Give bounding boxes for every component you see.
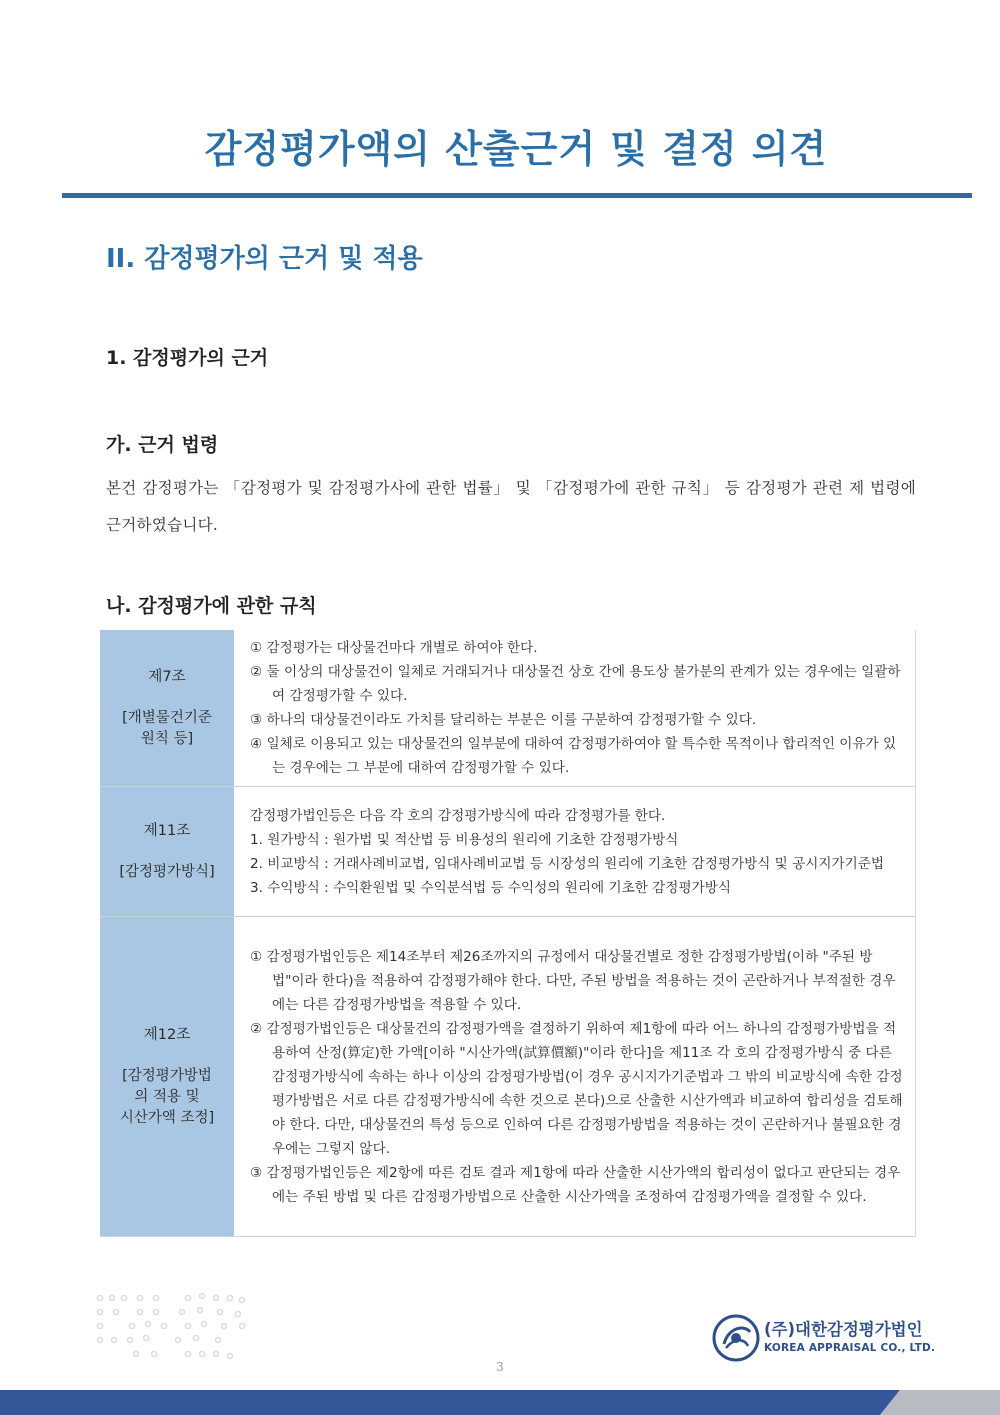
article-intro: 감정평가법인등은 다음 각 호의 감정평가방식에 따라 감정평가를 한다. [250, 807, 666, 824]
article-item: ③ 감정평가법인등은 제2항에 따른 검토 결과 제1항에 따라 산출한 시산가액의 합리성이 없다고 판단되는 경우에는 주된 방법 및 다른 감정평가방법으로 산출한 시산가액을 조정하여 감정평가액을 결정할 수 있다. [250, 1164, 901, 1205]
article-row [100, 917, 916, 1237]
article-title: [감정평가방식] [119, 863, 215, 880]
page-number: 3 [496, 1360, 504, 1374]
article-label-cell [100, 630, 234, 787]
company-name-english: KOREA APPRAISAL CO., LTD. [764, 1342, 936, 1354]
footer-band [0, 1386, 1000, 1415]
title-divider [62, 193, 972, 198]
section-heading: II. 감정평가의 근거 및 적용 [106, 244, 423, 274]
company-name: (주)대한감정평가법인 [764, 1320, 923, 1339]
article-item: 3. 수익방식 : 수익환원법 및 수익분석법 등 수익성의 원리에 기초한 감정평가방식 [250, 879, 731, 896]
page-title: 감정평가액의 산출근거 및 결정 의견 [204, 127, 828, 171]
subsection-heading-basis: 1. 감정평가의 근거 [106, 347, 269, 369]
article-content-cell [234, 787, 916, 917]
article-item: ② 감정평가법인등은 대상물건의 감정평가액을 결정하기 위하여 제1항에 따라 어느 하나의 감정평가방법을 적용하여 산정(算定)한 가액[이하 "시산가액(試算價額)"이라 한다]을 제11조 각 호의 감정평가방식 중 다른 감정평가방식에 속하는 하나 이상의 감정평가방법(이 경우 공시지가기준법과 그 밖의 비교방식에 속한 감정평가방법은 서로 다른 감정평가방식에 속한 것으로 본다)으로 산출한 시산가액과 비교하여 합리성을 검토해야 한다. 다만, 대상물건의 특성 등으로 인하여 다른 감정평가방법을 적용하는 것이 곤란하거나 불필요한 경우에는 그렇지 않다. [250, 1020, 903, 1157]
article-item: ① 감정평가는 대상물건마다 개별로 하여야 한다. [250, 640, 538, 656]
article-item: 2. 비교방식 : 거래사례비교법, 임대사례비교법 등 시장성의 원리에 기초한 감정평가방식 및 공시지가기준법 [250, 855, 885, 872]
article-title: [개별물건기준 원칙 등] [122, 709, 212, 747]
article-content-cell [234, 917, 916, 1237]
article-number: 제12조 [143, 1026, 191, 1043]
subsection-heading-laws: 가. 근거 법령 [106, 434, 219, 456]
article-row [100, 787, 916, 917]
article-item: 1. 원가방식 : 원가법 및 적산법 등 비용성의 원리에 기초한 감정평가방식 [250, 831, 679, 848]
article-label-cell [100, 917, 234, 1237]
company-emblem-icon [712, 1314, 760, 1362]
article-label-cell [100, 787, 234, 917]
article-item: ③ 하나의 대상물건이라도 가치를 달리하는 부분은 이를 구분하여 감정평가할 수 있다. [250, 712, 757, 728]
rules-table [100, 630, 916, 1237]
subsection-heading-rules: 나. 감정평가에 관한 규칙 [106, 595, 317, 617]
article-item: ④ 일체로 이용되고 있는 대상물건의 일부분에 대하여 감정평가하여야 할 특수한 목적이나 합리적인 이유가 있는 경우에는 그 부분에 대하여 감정평가할 수 있다. [250, 736, 897, 776]
laws-paragraph: 본건 감정평가는 「감정평가 및 감정평가사에 관한 법률」 및 「감정평가에 관한 규칙」 등 감정평가 관련 제 법령에 근거하였습니다. [106, 479, 916, 534]
article-item: ② 둘 이상의 대상물건이 일체로 거래되거나 대상물건 상호 간에 용도상 불가분의 관계가 있는 경우에는 일괄하여 감정평가할 수 있다. [250, 664, 901, 704]
article-title: [감정평가방법 의 적용 및 시산가액 조정] [119, 1067, 215, 1126]
article-number: 제7조 [148, 668, 186, 685]
article-row [100, 630, 916, 787]
article-item: ① 감정평가법인등은 제14조부터 제26조까지의 규정에서 대상물건별로 정한 감정평가방법(이하 "주된 방법"이라 한다)을 적용하여 감정평가해야 한다. 다만, 주된 방법을 적용하는 것이 곤란하거나 부적절한 경우에는 다른 감정평가방법을 적용할 수 있다. [250, 948, 896, 1013]
decorative-dot-pattern [92, 1290, 282, 1370]
article-number: 제11조 [143, 822, 191, 839]
article-content-cell [234, 630, 916, 787]
